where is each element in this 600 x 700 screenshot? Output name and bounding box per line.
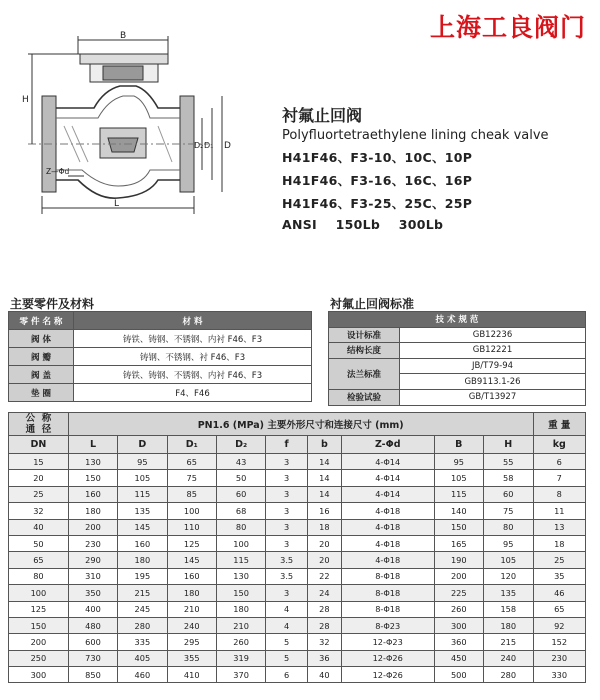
- parts-section-title: 主要零件及材料: [10, 297, 95, 311]
- table-cell: 8-Φ18: [341, 601, 434, 617]
- table-cell: 150: [216, 585, 265, 601]
- standard-value: GB/T13927: [400, 389, 586, 405]
- table-row: [9, 384, 312, 402]
- table-row: [329, 327, 586, 343]
- part-material: 铸铁、铸钢、不锈钢、内衬 F46、F3: [74, 330, 312, 348]
- table-cell: 3: [266, 486, 308, 502]
- table-cell: 335: [118, 634, 167, 650]
- standards-header: 技 术 规 范: [329, 312, 586, 328]
- spec-line: H41F46、F3-16、16C、16P: [282, 173, 473, 188]
- table-cell: 5: [266, 634, 308, 650]
- table-cell: 22: [307, 568, 341, 584]
- part-material: 铸铁、铸钢、不锈钢、内衬 F46、F3: [74, 366, 312, 384]
- table-cell: 24: [307, 585, 341, 601]
- table-cell: 100: [216, 535, 265, 551]
- table-cell: 28: [307, 617, 341, 633]
- table-cell: 36: [307, 650, 341, 666]
- table-cell: 120: [483, 568, 533, 584]
- product-title-en: Polyfluortetraethylene lining cheak valve: [282, 128, 549, 143]
- column-header: B: [434, 436, 483, 454]
- table-cell: 75: [167, 470, 216, 486]
- table-cell: 3: [266, 470, 308, 486]
- table-cell: 46: [533, 585, 585, 601]
- table-cell: 115: [216, 552, 265, 568]
- table-cell: 12-Φ26: [341, 650, 434, 666]
- dimensions-body: [9, 454, 586, 683]
- table-cell: 3.5: [266, 568, 308, 584]
- table-cell: 330: [533, 667, 585, 683]
- table-cell: 16: [307, 503, 341, 519]
- table-cell: 165: [434, 535, 483, 551]
- table-cell: 110: [167, 519, 216, 535]
- table-cell: 400: [68, 601, 117, 617]
- table-row: [9, 330, 312, 348]
- table-cell: 152: [533, 634, 585, 650]
- standard-value: GB9113.1-26: [400, 374, 586, 390]
- table-cell: 215: [118, 585, 167, 601]
- table-cell: 7: [533, 470, 585, 486]
- table-cell: 13: [533, 519, 585, 535]
- table-cell: 135: [483, 585, 533, 601]
- standard-label: 法兰标准: [329, 358, 400, 389]
- table-cell: 160: [118, 535, 167, 551]
- column-header: H: [483, 436, 533, 454]
- table-cell: 730: [68, 650, 117, 666]
- table-cell: 20: [307, 535, 341, 551]
- table-cell: 180: [68, 503, 117, 519]
- table-cell: 405: [118, 650, 167, 666]
- table-cell: 55: [483, 454, 533, 470]
- dim-label-D1: D₁: [204, 141, 214, 150]
- table-cell: 8-Φ18: [341, 585, 434, 601]
- table-cell: 3.5: [266, 552, 308, 568]
- table-cell: 125: [167, 535, 216, 551]
- table-cell: 450: [434, 650, 483, 666]
- dim-label-B: B: [120, 31, 127, 41]
- table-cell: 150: [434, 519, 483, 535]
- table-cell: 370: [216, 667, 265, 683]
- parts-header-name: 零 件 名 称: [9, 312, 74, 330]
- column-header: D₂: [216, 436, 265, 454]
- table-cell: 350: [68, 585, 117, 601]
- table-cell: 32: [9, 503, 69, 519]
- table-cell: 5: [266, 650, 308, 666]
- table-cell: 295: [167, 634, 216, 650]
- table-cell: 180: [118, 552, 167, 568]
- brand-logo-text: 上海工良阀门: [429, 13, 586, 42]
- table-cell: 260: [216, 634, 265, 650]
- table-cell: 460: [118, 667, 167, 683]
- table-cell: 60: [483, 486, 533, 502]
- table-cell: 160: [167, 568, 216, 584]
- table-cell: 100: [9, 585, 69, 601]
- standards-table: [328, 311, 586, 406]
- table-cell: 18: [533, 535, 585, 551]
- column-header: D: [118, 436, 167, 454]
- standard-label: 检验试验: [329, 389, 400, 405]
- table-cell: 18: [307, 519, 341, 535]
- standards-section-title: 衬氟止回阀标准: [330, 297, 415, 311]
- valve-cross-section-drawing: [8, 30, 240, 230]
- table-cell: 3: [266, 535, 308, 551]
- table-cell: 32: [307, 634, 341, 650]
- table-row: [9, 585, 586, 601]
- table-cell: 105: [434, 470, 483, 486]
- table-cell: 95: [434, 454, 483, 470]
- table-cell: 130: [216, 568, 265, 584]
- table-row: [9, 552, 586, 568]
- table-cell: 195: [118, 568, 167, 584]
- table-cell: 180: [216, 601, 265, 617]
- table-cell: 225: [434, 585, 483, 601]
- table-cell: 160: [68, 486, 117, 502]
- table-row: [9, 535, 586, 551]
- table-row: [9, 519, 586, 535]
- table-cell: 50: [216, 470, 265, 486]
- part-name: 阀 盖: [9, 366, 74, 384]
- table-cell: 28: [307, 601, 341, 617]
- part-material: F4、F46: [74, 384, 312, 402]
- standard-label: 设计标准: [329, 327, 400, 343]
- table-cell: 12-Φ23: [341, 634, 434, 650]
- table-cell: 4-Φ18: [341, 503, 434, 519]
- table-cell: 40: [9, 519, 69, 535]
- part-name: 阀 瓣: [9, 348, 74, 366]
- table-cell: 8: [533, 486, 585, 502]
- table-cell: 4: [266, 617, 308, 633]
- product-title-cn: 衬氟止回阀: [282, 106, 363, 125]
- table-cell: 6: [266, 667, 308, 683]
- table-cell: 280: [118, 617, 167, 633]
- table-cell: 200: [9, 634, 69, 650]
- table-row: [9, 503, 586, 519]
- spec-line: ANSI 150Lb 300Lb: [282, 217, 444, 232]
- table-cell: 6: [533, 454, 585, 470]
- table-row: [9, 348, 312, 366]
- table-cell: 250: [9, 650, 69, 666]
- dim-label-D2: D₂: [194, 141, 204, 150]
- parts-materials-table: [8, 311, 312, 402]
- table-cell: 65: [9, 552, 69, 568]
- table-cell: 105: [118, 470, 167, 486]
- table-cell: 210: [167, 601, 216, 617]
- table-cell: 355: [167, 650, 216, 666]
- table-cell: 14: [307, 470, 341, 486]
- dim-label-L: L: [114, 199, 120, 209]
- spec-line: H41F46、F3-25、25C、25P: [282, 196, 473, 211]
- dim-label-D: D: [224, 141, 231, 151]
- table-cell: 190: [434, 552, 483, 568]
- table-cell: 260: [434, 601, 483, 617]
- table-cell: 130: [68, 454, 117, 470]
- table-cell: 85: [167, 486, 216, 502]
- table-cell: 200: [68, 519, 117, 535]
- table-cell: 300: [434, 617, 483, 633]
- dim-label-zd: Z—Φd: [46, 167, 70, 176]
- table-cell: 20: [9, 470, 69, 486]
- table-cell: 65: [167, 454, 216, 470]
- table-row: [9, 667, 586, 683]
- table-cell: 150: [68, 470, 117, 486]
- table-cell: 4-Φ18: [341, 552, 434, 568]
- table-cell: 140: [434, 503, 483, 519]
- part-name: 阀 体: [9, 330, 74, 348]
- table-row: [329, 343, 586, 359]
- table-cell: 105: [483, 552, 533, 568]
- nominal-diameter-header: 公 称 通 径: [9, 413, 69, 436]
- table-cell: 60: [216, 486, 265, 502]
- standard-value: GB12236: [400, 327, 586, 343]
- spec-line: H41F46、F3-10、10C、10P: [282, 150, 473, 165]
- table-row: [9, 470, 586, 486]
- table-cell: 480: [68, 617, 117, 633]
- table-cell: 150: [9, 617, 69, 633]
- table-cell: 4-Φ14: [341, 454, 434, 470]
- table-cell: 68: [216, 503, 265, 519]
- table-cell: 50: [9, 535, 69, 551]
- table-cell: 240: [483, 650, 533, 666]
- table-cell: 180: [483, 617, 533, 633]
- table-cell: 210: [216, 617, 265, 633]
- dimensions-group-header: PN1.6 (MPa) 主要外形尺寸和连接尺寸 (mm): [68, 413, 533, 436]
- table-cell: 200: [434, 568, 483, 584]
- table-cell: 8-Φ23: [341, 617, 434, 633]
- column-header: f: [266, 436, 308, 454]
- parts-header-material: 材 料: [74, 312, 312, 330]
- part-material: 铸钢、不锈钢、衬 F46、F3: [74, 348, 312, 366]
- product-info: [282, 103, 549, 232]
- standard-value: JB/T79-94: [400, 358, 586, 374]
- table-cell: 600: [68, 634, 117, 650]
- table-row: [9, 568, 586, 584]
- column-header: b: [307, 436, 341, 454]
- table-cell: 135: [118, 503, 167, 519]
- table-cell: 11: [533, 503, 585, 519]
- table-cell: 310: [68, 568, 117, 584]
- table-row: [329, 358, 586, 374]
- table-cell: 92: [533, 617, 585, 633]
- table-row: [9, 650, 586, 666]
- table-cell: 75: [483, 503, 533, 519]
- part-name: 垫 圈: [9, 384, 74, 402]
- table-cell: 290: [68, 552, 117, 568]
- table-cell: 80: [483, 519, 533, 535]
- table-cell: 360: [434, 634, 483, 650]
- table-cell: 145: [118, 519, 167, 535]
- table-cell: 58: [483, 470, 533, 486]
- table-cell: 115: [118, 486, 167, 502]
- table-cell: 3: [266, 454, 308, 470]
- table-cell: 25: [9, 486, 69, 502]
- column-header: D₁: [167, 436, 216, 454]
- table-row: [329, 389, 586, 405]
- table-cell: 240: [167, 617, 216, 633]
- column-header: Z-Φd: [341, 436, 434, 454]
- table-cell: 3: [266, 519, 308, 535]
- table-cell: 180: [167, 585, 216, 601]
- table-row: [9, 454, 586, 470]
- table-cell: 4-Φ18: [341, 519, 434, 535]
- column-header: DN: [9, 436, 69, 454]
- table-cell: 850: [68, 667, 117, 683]
- table-row: [9, 634, 586, 650]
- table-cell: 95: [118, 454, 167, 470]
- table-cell: 95: [483, 535, 533, 551]
- dimensions-column-headers: [9, 436, 586, 454]
- table-cell: 4-Φ18: [341, 535, 434, 551]
- table-cell: 3: [266, 585, 308, 601]
- table-cell: 15: [9, 454, 69, 470]
- table-cell: 4-Φ14: [341, 486, 434, 502]
- standard-value: GB12221: [400, 343, 586, 359]
- table-cell: 215: [483, 634, 533, 650]
- table-cell: 40: [307, 667, 341, 683]
- table-cell: 12-Φ26: [341, 667, 434, 683]
- dimensions-table: [8, 412, 586, 683]
- table-row: [9, 486, 586, 502]
- table-cell: 100: [167, 503, 216, 519]
- table-cell: 145: [167, 552, 216, 568]
- table-cell: 80: [216, 519, 265, 535]
- standard-label: 结构长度: [329, 343, 400, 359]
- weight-header: 重 量: [533, 413, 585, 436]
- table-row: [9, 366, 312, 384]
- column-header: L: [68, 436, 117, 454]
- table-cell: 319: [216, 650, 265, 666]
- table-cell: 280: [483, 667, 533, 683]
- table-cell: 8-Φ18: [341, 568, 434, 584]
- table-cell: 230: [533, 650, 585, 666]
- table-cell: 20: [307, 552, 341, 568]
- table-cell: 115: [434, 486, 483, 502]
- dim-label-H: H: [22, 95, 29, 105]
- table-cell: 80: [9, 568, 69, 584]
- table-cell: 43: [216, 454, 265, 470]
- table-cell: 245: [118, 601, 167, 617]
- table-cell: 230: [68, 535, 117, 551]
- table-cell: 500: [434, 667, 483, 683]
- table-cell: 14: [307, 486, 341, 502]
- column-header: kg: [533, 436, 585, 454]
- table-cell: 3: [266, 503, 308, 519]
- table-cell: 125: [9, 601, 69, 617]
- table-cell: 14: [307, 454, 341, 470]
- table-row: [9, 601, 586, 617]
- table-cell: 4-Φ14: [341, 470, 434, 486]
- table-row: [9, 617, 586, 633]
- table-cell: 300: [9, 667, 69, 683]
- table-cell: 410: [167, 667, 216, 683]
- table-cell: 65: [533, 601, 585, 617]
- table-cell: 35: [533, 568, 585, 584]
- table-cell: 4: [266, 601, 308, 617]
- table-cell: 25: [533, 552, 585, 568]
- table-cell: 158: [483, 601, 533, 617]
